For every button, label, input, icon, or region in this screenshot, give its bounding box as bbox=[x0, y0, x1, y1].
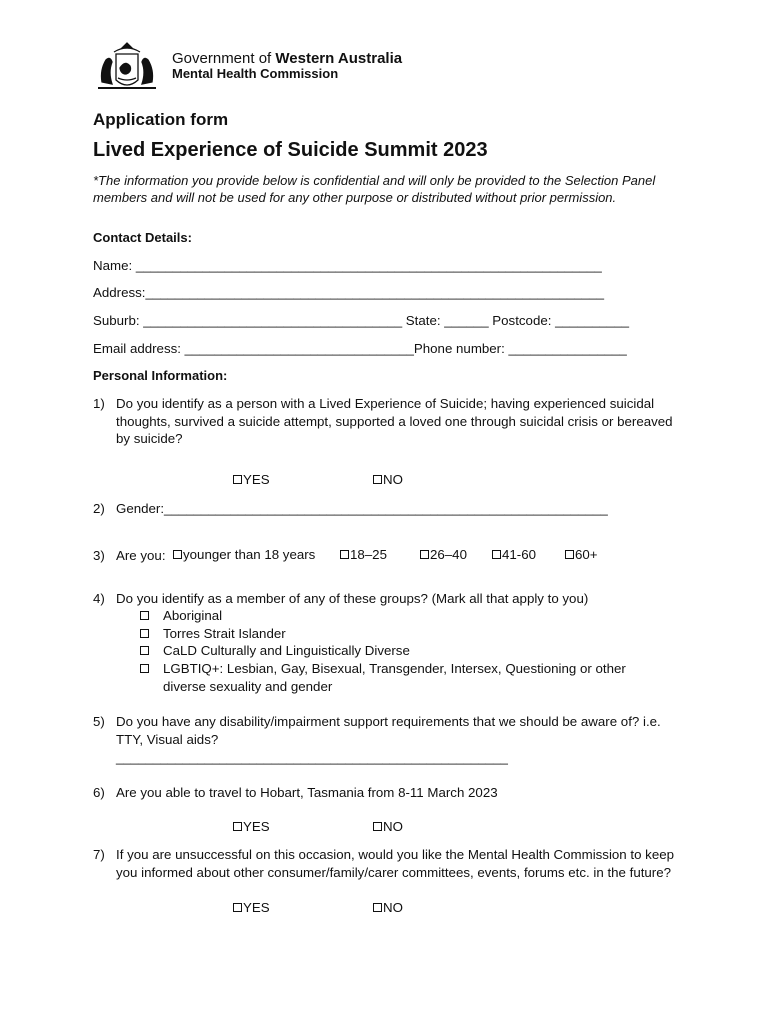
form-title: Lived Experience of Suicide Summit 2023 bbox=[93, 139, 488, 161]
q6-yes-option[interactable]: YES bbox=[233, 819, 270, 834]
checkbox-icon[interactable] bbox=[373, 822, 382, 831]
checkbox-icon[interactable] bbox=[373, 475, 382, 484]
agency-name: Mental Health Commission bbox=[172, 66, 339, 81]
q1-yes-option[interactable]: YES bbox=[233, 472, 270, 487]
checkbox-icon[interactable] bbox=[420, 550, 429, 559]
question-text: Do you have any disability/impairment support requirements that we should be aware of? i.e. TTY, Visual aids? bbox=[116, 714, 661, 747]
address-field[interactable]: Address:______________________________________________________________ bbox=[93, 285, 604, 300]
question-number: 7) bbox=[93, 847, 105, 862]
government-name: Government of Western Australia bbox=[172, 50, 403, 67]
checkbox-icon[interactable] bbox=[140, 664, 149, 673]
checkbox-icon[interactable] bbox=[173, 550, 182, 559]
disability-requirements-field[interactable]: _____________________________________________________ bbox=[116, 750, 508, 765]
question-number: 2) bbox=[93, 501, 105, 516]
wa-coat-of-arms-icon bbox=[92, 42, 162, 94]
q3-option-under-18[interactable]: younger than 18 years bbox=[173, 547, 315, 562]
personal-heading: Personal Information: bbox=[93, 368, 228, 383]
q3-option-18-25[interactable]: 18–25 bbox=[340, 547, 387, 562]
question-text: Are you: bbox=[116, 548, 166, 563]
question-text: Do you identify as a member of any of these groups? (Mark all that apply to you) bbox=[116, 591, 589, 606]
checkbox-icon[interactable] bbox=[373, 903, 382, 912]
question-number: 3) bbox=[93, 548, 105, 563]
group-option-cald[interactable]: CaLD Culturally and Linguistically Diverse bbox=[140, 642, 680, 660]
q7-no-option[interactable]: NO bbox=[373, 900, 403, 915]
q1-no-option[interactable]: NO bbox=[373, 472, 403, 487]
q3-option-41-60[interactable]: 41-60 bbox=[492, 547, 536, 562]
suburb-state-postcode-field[interactable]: Suburb: ___________________________________ State: ______ Postcode: __________ bbox=[93, 313, 630, 328]
checkbox-icon[interactable] bbox=[140, 629, 149, 638]
question-1 bbox=[0, 395, 770, 455]
question-number: 5) bbox=[93, 714, 105, 729]
question-text: Do you identify as a person with a Lived Experience of Suicide; having experienced suicidal thoughts, survived a suicide attempt, supported a loved one through suicidal crisis or bereaved by suicide? bbox=[116, 396, 673, 446]
checkbox-icon[interactable] bbox=[340, 550, 349, 559]
group-option-aboriginal[interactable]: Aboriginal bbox=[140, 607, 680, 625]
form-heading: Application form bbox=[93, 110, 229, 129]
gender-field[interactable]: Gender:____________________________________________________________ bbox=[116, 501, 608, 516]
checkbox-icon[interactable] bbox=[140, 646, 149, 655]
group-option-torres-strait[interactable]: Torres Strait Islander bbox=[140, 625, 680, 643]
q3-option-60-plus[interactable]: 60+ bbox=[565, 547, 598, 562]
checkbox-icon[interactable] bbox=[233, 822, 242, 831]
q3-option-26-40[interactable]: 26–40 bbox=[420, 547, 467, 562]
question-text: If you are unsuccessful on this occasion, would you like the Mental Health Commission to keep you informed about other consumer/family/carer committees, events, forums etc. in the future? bbox=[116, 847, 675, 880]
name-field[interactable]: Name: _______________________________________________________________ bbox=[93, 258, 602, 273]
question-text: Are you able to travel to Hobart, Tasmania from 8-11 March 2023 bbox=[116, 785, 498, 800]
contact-heading: Contact Details: bbox=[93, 230, 192, 245]
checkbox-icon[interactable] bbox=[492, 550, 501, 559]
q7-yes-option[interactable]: YES bbox=[233, 900, 270, 915]
question-number: 4) bbox=[93, 591, 105, 606]
question-number: 1) bbox=[93, 396, 105, 411]
question-number: 6) bbox=[93, 785, 105, 800]
checkbox-icon[interactable] bbox=[233, 903, 242, 912]
group-option-lgbtiq[interactable]: LGBTIQ+: Lesbian, Gay, Bisexual, Transgender, Intersex, Questioning or other diverse sexuality and gender bbox=[140, 660, 660, 695]
q6-no-option[interactable]: NO bbox=[373, 819, 403, 834]
checkbox-icon[interactable] bbox=[565, 550, 574, 559]
confidential-note: *The information you provide below is confidential and will only be provided to the Selection Panel members and will not be used for any other purpose or distributed without prior permission. bbox=[93, 173, 656, 205]
checkbox-icon[interactable] bbox=[233, 475, 242, 484]
email-phone-field[interactable]: Email address: _______________________________Phone number: ________________ bbox=[93, 341, 627, 356]
checkbox-icon[interactable] bbox=[140, 611, 149, 620]
